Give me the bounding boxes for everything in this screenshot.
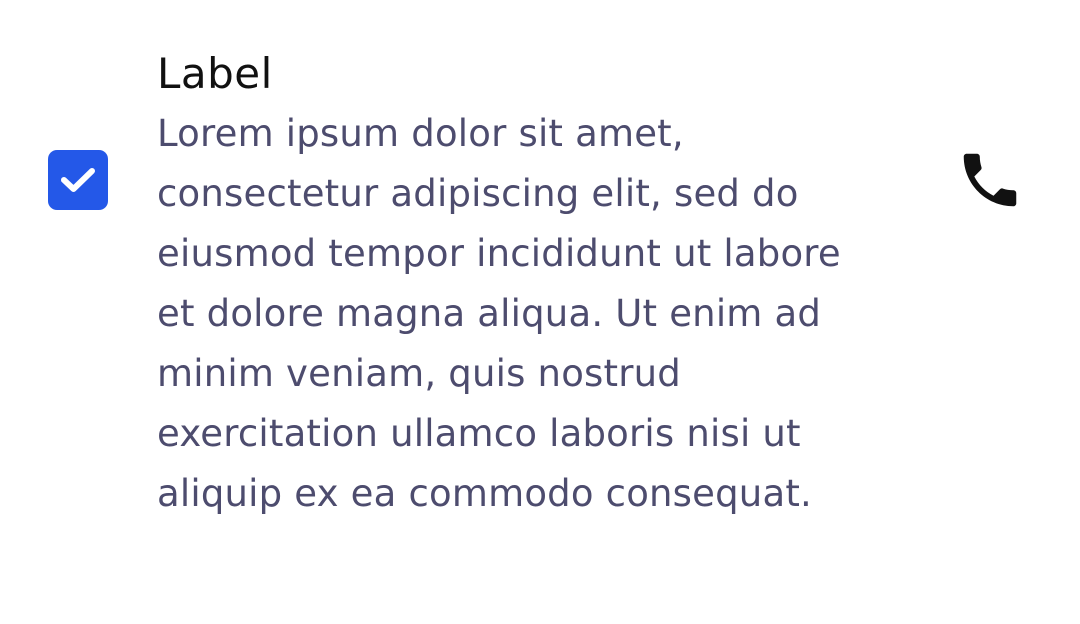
list-item-content: [157, 44, 887, 524]
check-icon: [61, 167, 95, 193]
list-item-description: Lorem ipsum dolor sit amet, consectetur adipiscing elit, sed do eiusmod tempor incididunt ut labore et dolore magna aliqua. Ut enim ad minim veniam, quis nostrud exercitation ullamco laboris nisi ut aliquip ex ea commodo consequat.: [157, 112, 841, 515]
checkbox[interactable]: [48, 150, 108, 210]
phone-icon[interactable]: [955, 145, 1025, 215]
list-item-label: Label: [157, 49, 273, 98]
